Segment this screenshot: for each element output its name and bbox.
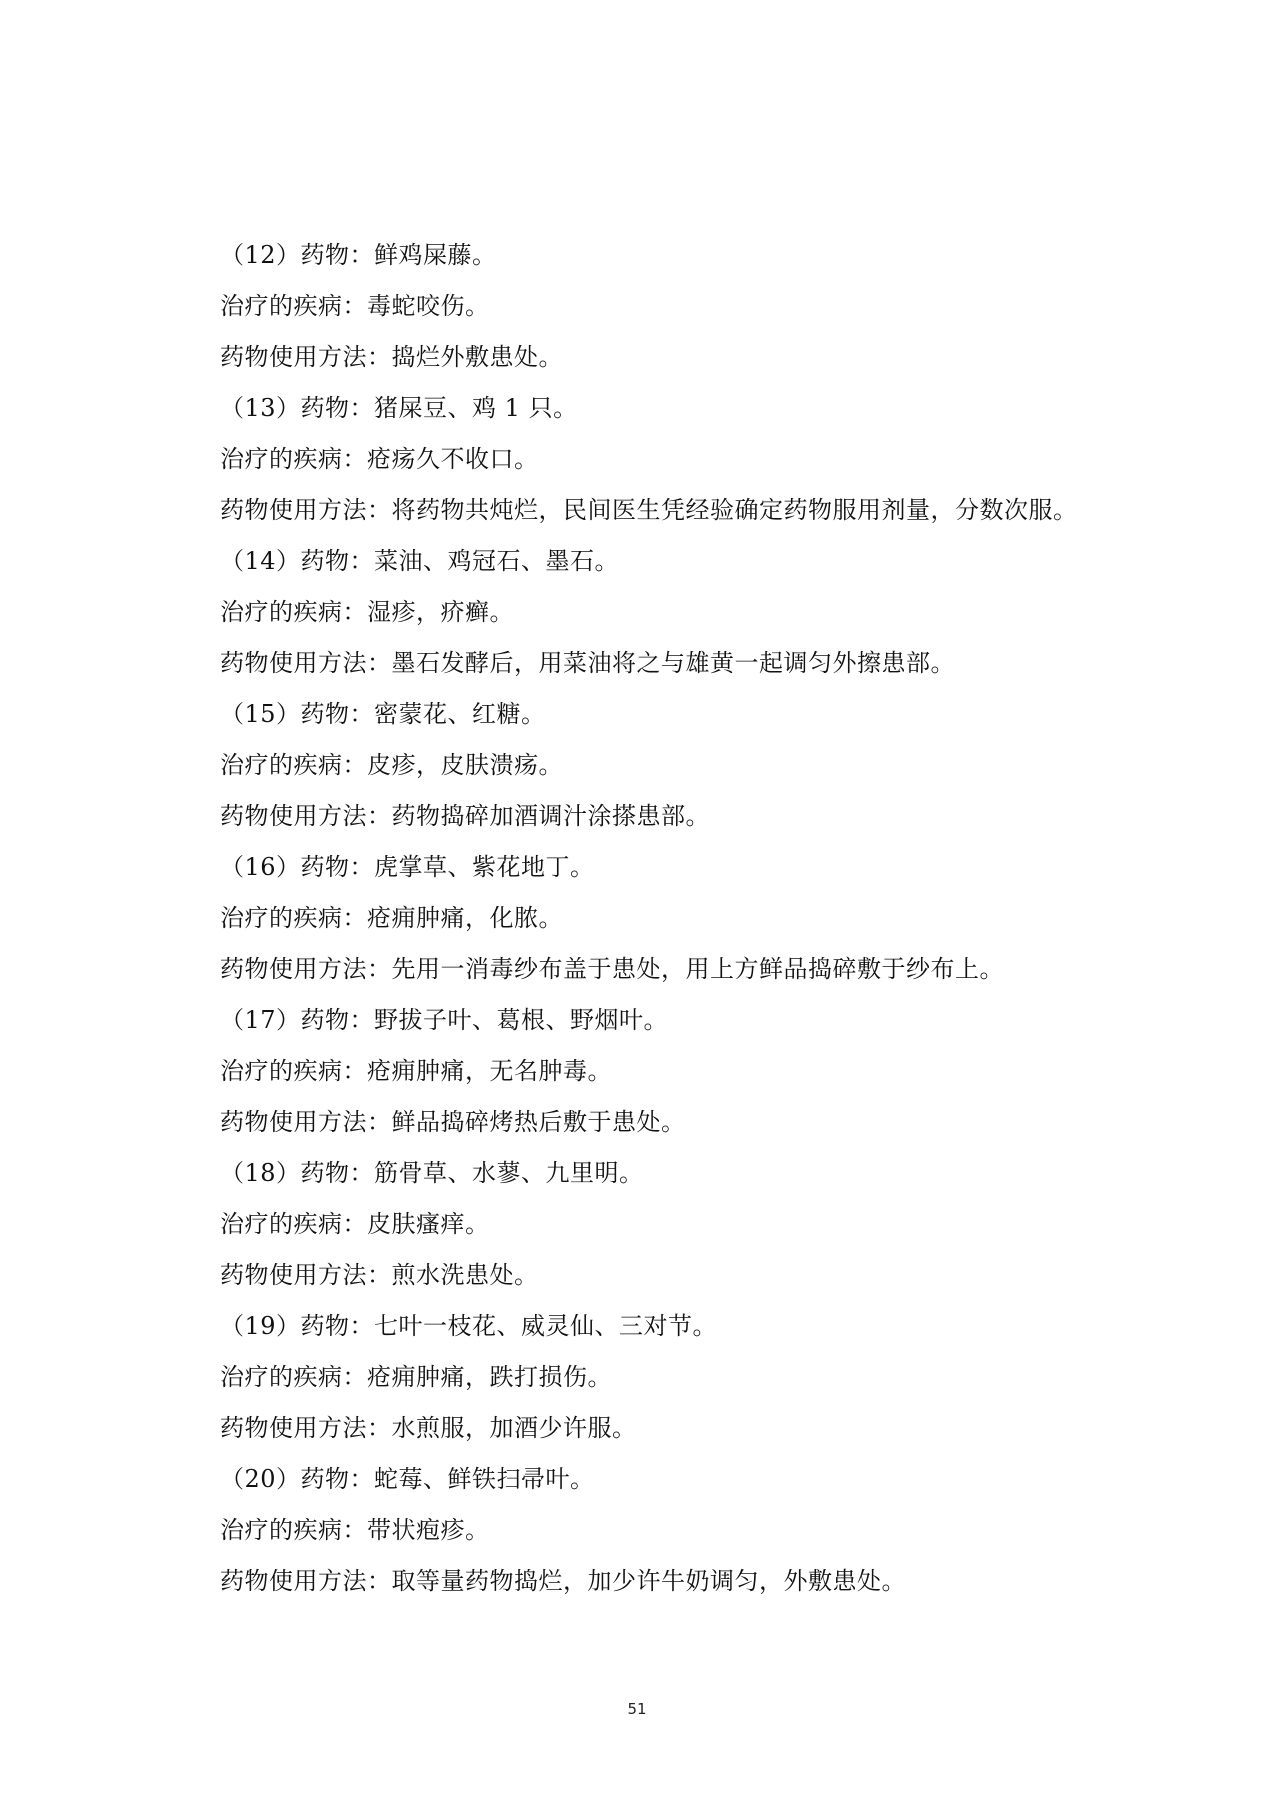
entry-20-disease: 治疗的疾病：带状疱疹。 xyxy=(220,1516,490,1544)
entry-15-disease: 治疗的疾病：皮疹，皮肤溃疡。 xyxy=(220,751,563,779)
entry-12-medicine: （12）药物：鲜鸡屎藤。 xyxy=(220,241,497,269)
entry-18-disease: 治疗的疾病：皮肤瘙痒。 xyxy=(220,1210,490,1238)
entry-15-usage: 药物使用方法：药物捣碎加酒调汁涂搽患部。 xyxy=(220,802,710,830)
entry-14-medicine: （14）药物：菜油、鸡冠石、墨石。 xyxy=(220,547,620,575)
entry-17-disease: 治疗的疾病：疮痈肿痛，无名肿毒。 xyxy=(220,1057,612,1085)
document-body xyxy=(220,230,1100,1607)
entry-18-usage: 药物使用方法：煎水洗患处。 xyxy=(220,1261,539,1289)
entry-18-medicine: （18）药物：筋骨草、水蓼、九里明。 xyxy=(220,1159,644,1187)
entry-12-disease: 治疗的疾病：毒蛇咬伤。 xyxy=(220,292,490,320)
entry-19-usage: 药物使用方法：水煎服，加酒少许服。 xyxy=(220,1414,637,1442)
entry-14-disease: 治疗的疾病：湿疹，疥癣。 xyxy=(220,598,514,626)
entry-17-medicine: （17）药物：野拔子叶、葛根、野烟叶。 xyxy=(220,1006,669,1034)
entry-20-medicine: （20）药物：蛇莓、鲜铁扫帚叶。 xyxy=(220,1465,595,1493)
entry-15-medicine: （15）药物：密蒙花、红糖。 xyxy=(220,700,546,728)
entry-16-disease: 治疗的疾病：疮痈肿痛，化脓。 xyxy=(220,904,563,932)
entry-17-usage: 药物使用方法：鲜品捣碎烤热后敷于患处。 xyxy=(220,1108,686,1136)
entry-19-medicine: （19）药物：七叶一枝花、威灵仙、三对节。 xyxy=(220,1312,718,1340)
entry-13-disease: 治疗的疾病：疮疡久不收口。 xyxy=(220,445,539,473)
entry-16-medicine: （16）药物：虎掌草、紫花地丁。 xyxy=(220,853,595,881)
entry-13-usage: 药物使用方法：将药物共炖烂，民间医生凭经验确定药物服用剂量，分数次服。 xyxy=(220,496,1078,524)
entry-16-usage: 药物使用方法：先用一消毒纱布盖于患处，用上方鲜品捣碎敷于纱布上。 xyxy=(220,955,1004,983)
entry-19-disease: 治疗的疾病：疮痈肿痛，跌打损伤。 xyxy=(220,1363,612,1391)
page-number: 51 xyxy=(627,1700,647,1718)
entry-20-usage: 药物使用方法：取等量药物捣烂，加少许牛奶调匀，外敷患处。 xyxy=(220,1567,906,1595)
entry-14-usage: 药物使用方法：墨石发酵后，用菜油将之与雄黄一起调匀外擦患部。 xyxy=(220,649,955,677)
entry-12-usage: 药物使用方法：捣烂外敷患处。 xyxy=(220,343,563,371)
entry-13-medicine: （13）药物：猪屎豆、鸡 1 只。 xyxy=(220,394,578,422)
